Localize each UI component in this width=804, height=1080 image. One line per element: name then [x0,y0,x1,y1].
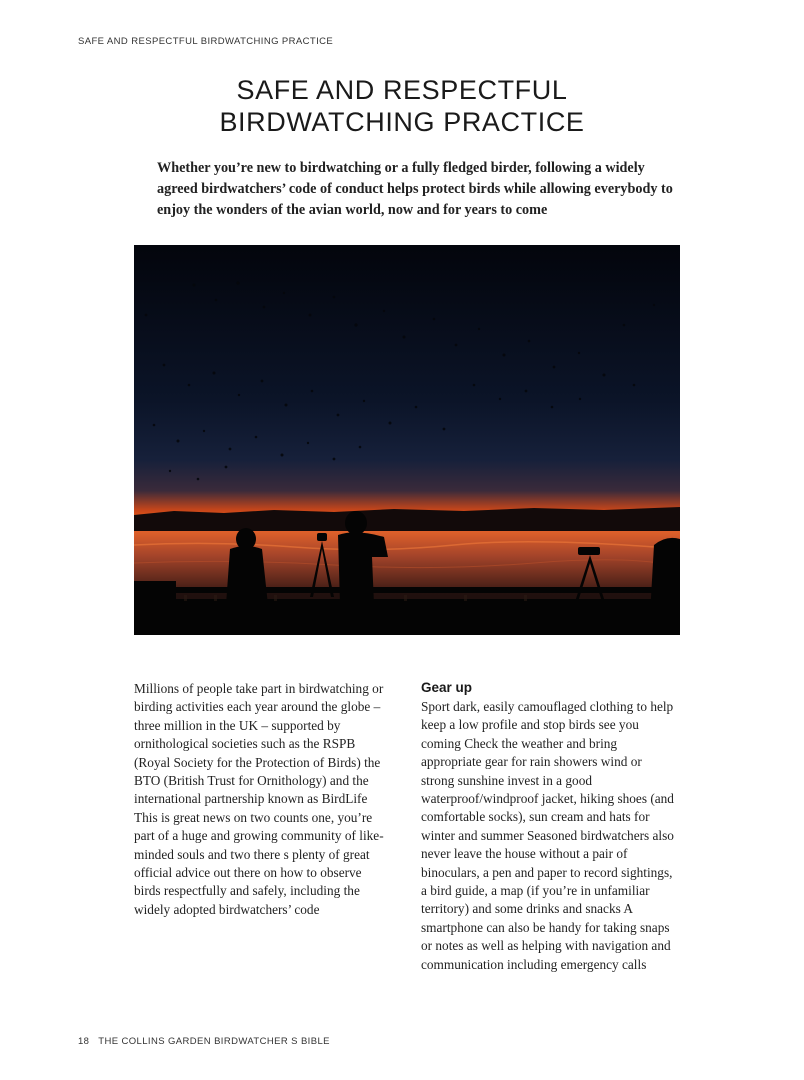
book-title: THE COLLINS GARDEN BIRDWATCHER S BIBLE [98,1036,330,1047]
page-title-line-2: BIRDWATCHING PRACTICE [219,107,585,137]
page-number: 18 [78,1036,90,1047]
left-column [134,680,388,919]
gear-up-heading: Gear up [421,680,473,695]
sunset-birdwatchers-photo [134,245,680,635]
page-title [0,74,804,138]
page-footer [78,1036,330,1047]
right-column-text: Sport dark, easily camouflaged clothing to help keep a low profile and stop birds see you coming Check the weather and bring appropriate gear for rain showers wind or strong sunshine invest in a good waterproof/windproof jacket, hiking shoes (and comfortable socks), sun cream and hats for winter and summer Seasoned birdwatchers also never leave the house without a pair of binoculars, a pen and paper to record sightings, a bird guide, a map (if you’re in unfamiliar territory) and some drinks and snacks A smartphone can also be handy for taking snaps or notes as well as helping with navigation and communication including emergency calls [421,699,674,972]
running-head: SAFE AND RESPECTFUL BIRDWATCHING PRACTICE [78,36,334,47]
right-column [421,679,675,974]
page-title-line-1: SAFE AND RESPECTFUL [236,75,568,105]
intro-paragraph: Whether you’re new to birdwatching or a fully fledged birder, following a widely agreed birdwatchers’ code of conduct helps protect birds while allowing everybody to enjoy the wonders of the avian world, now and for years to come [157,160,673,218]
left-column-text: Millions of people take part in birdwatching or birding activities each year around the globe – three million in the UK – supported by ornithological societies such as the RSPB (Royal Society for the Protection of Birds) the BTO (British Trust for Ornithology) and the international partnership known as BirdLife This is great news on two counts one, you’re part of a huge and growing community of like-minded souls and two there s plenty of great official advice out there on how to observe birds respectfully and safely, including the widely adopted birdwatchers’ code [134,681,384,917]
